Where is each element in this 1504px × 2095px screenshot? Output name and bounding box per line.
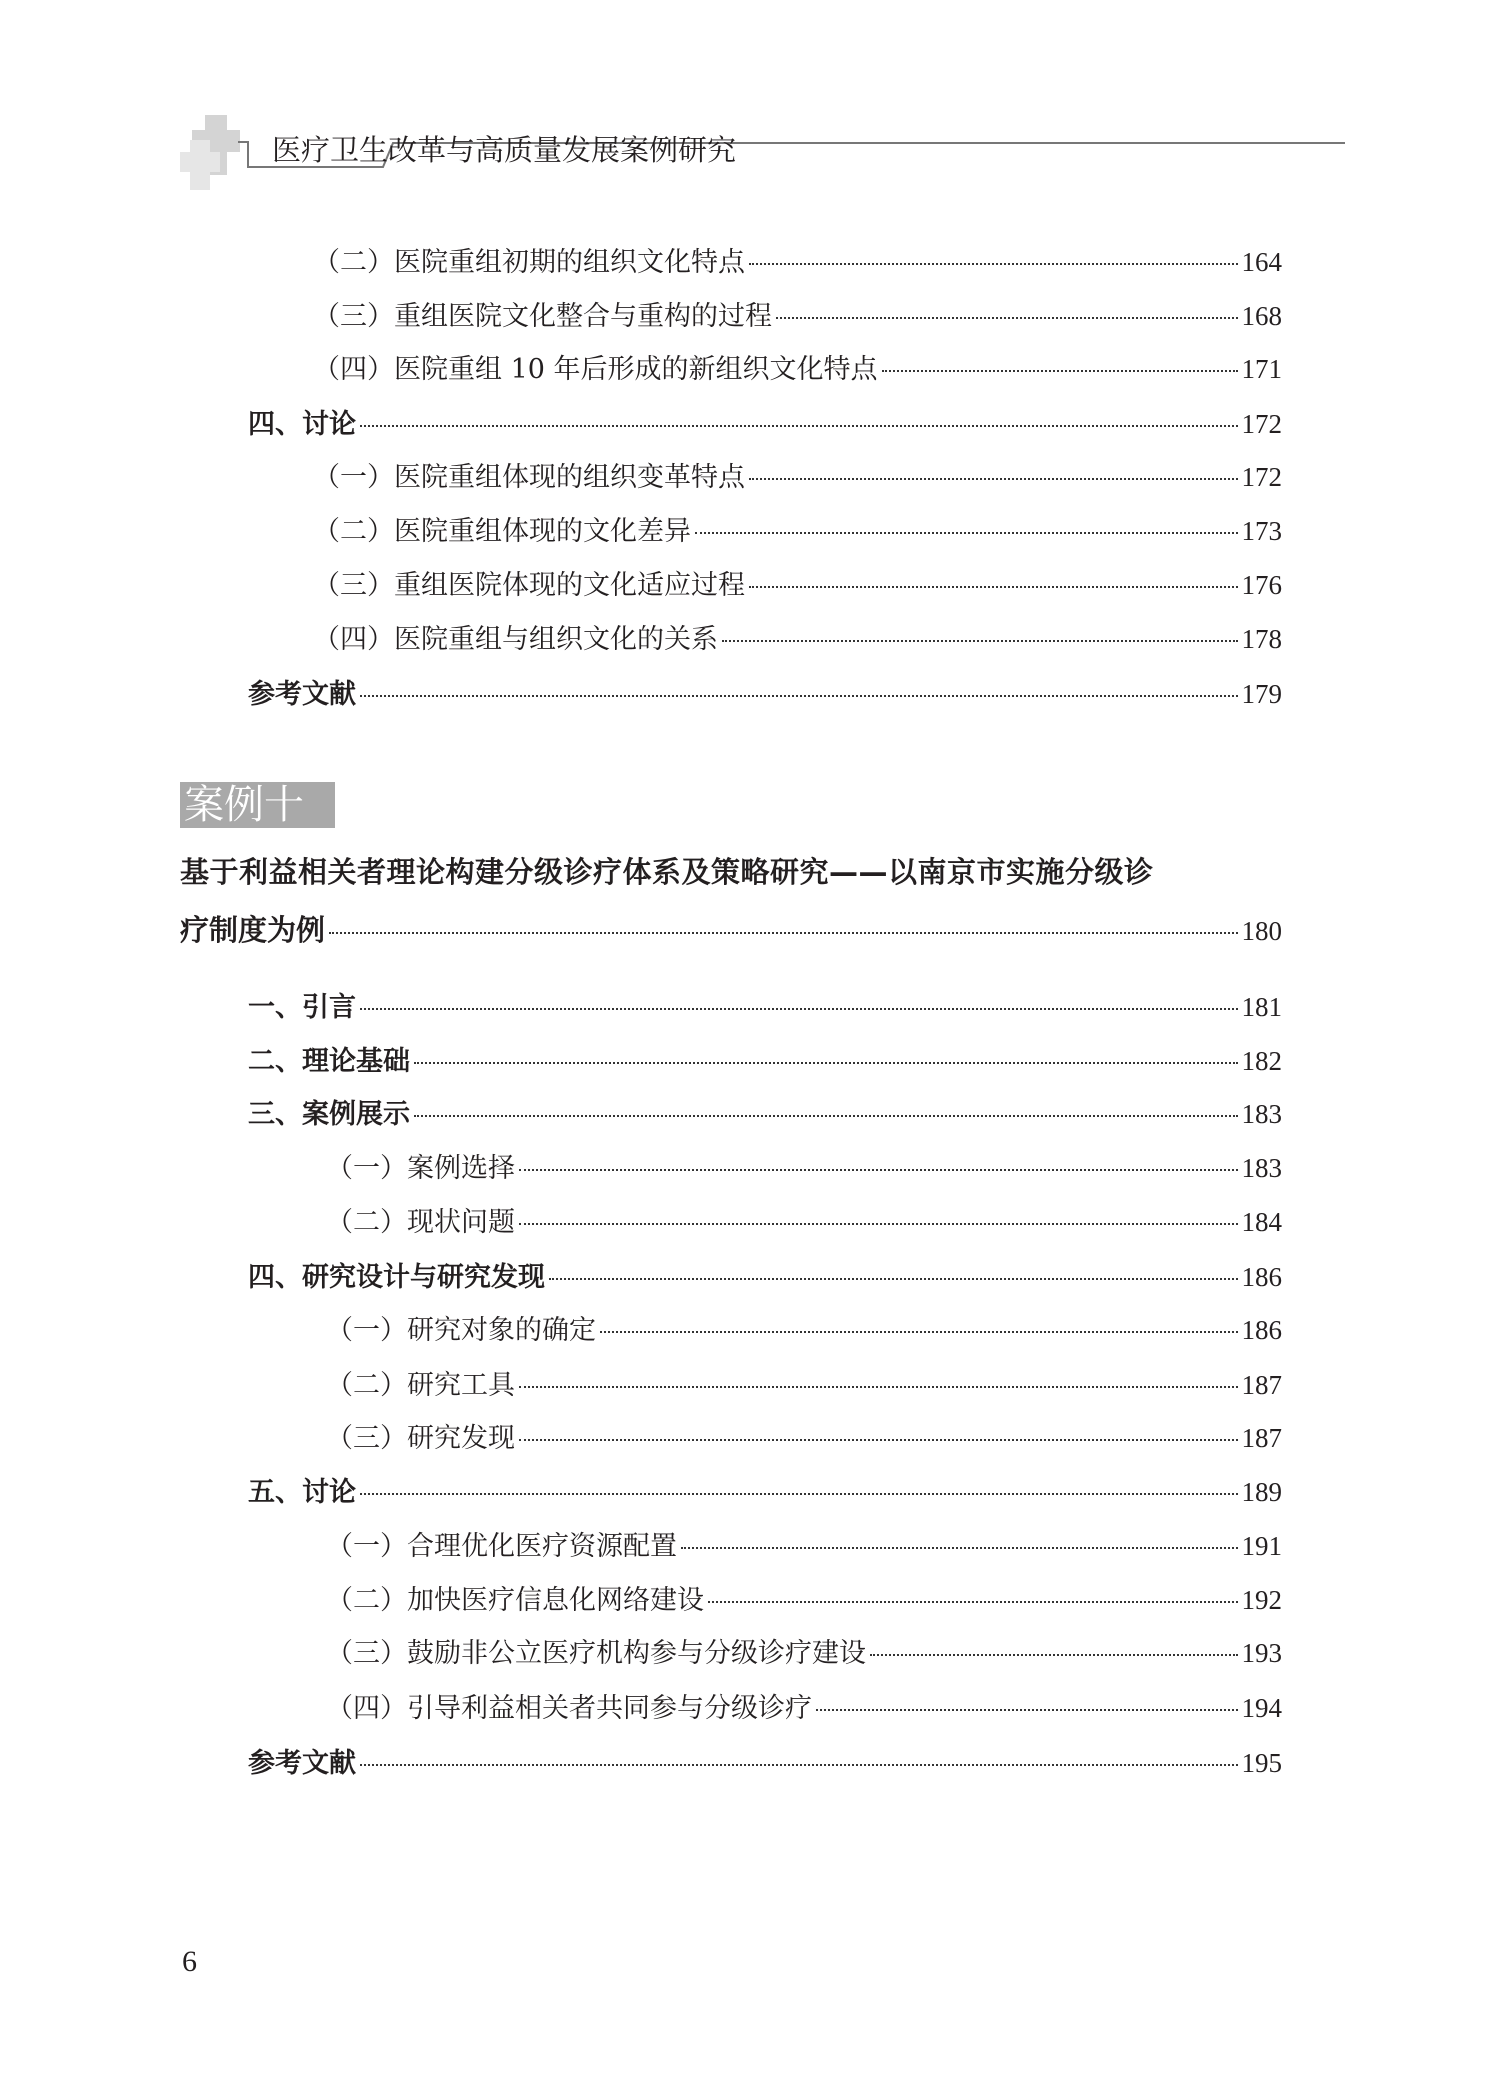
toc-entry[interactable] <box>313 617 1282 657</box>
toc-entry-label: （四）引导利益相关者共同参与分级诊疗 <box>326 1693 812 1724</box>
toc-entry[interactable] <box>326 1308 1282 1348</box>
toc-entry[interactable] <box>326 1146 1282 1186</box>
dot-leader <box>414 1062 1238 1064</box>
toc-entry-page: 179 <box>1241 679 1282 709</box>
toc-entry-page: 171 <box>1241 354 1282 384</box>
toc-entry-label: （三）重组医院文化整合与重构的过程 <box>313 301 772 332</box>
toc-entry[interactable] <box>313 509 1282 549</box>
toc-entry-label: （一）合理优化医疗资源配置 <box>326 1531 677 1562</box>
toc-entry-page: 172 <box>1241 409 1282 439</box>
toc-entry[interactable] <box>326 1686 1282 1726</box>
toc-entry[interactable] <box>326 1631 1282 1671</box>
dot-leader <box>749 478 1238 480</box>
toc-entry[interactable] <box>326 1416 1282 1456</box>
toc-entry-page: 186 <box>1241 1262 1282 1292</box>
toc-entry-label: （四）医院重组 10 年后形成的新组织文化特点 <box>313 354 878 385</box>
toc-entry-page: 194 <box>1241 1693 1282 1723</box>
toc-entry-page: 178 <box>1241 624 1282 654</box>
case-title-line1[interactable]: 基于利益相关者理论构建分级诊疗体系及策略研究——以南京市实施分级诊 <box>180 855 1154 889</box>
toc-entry-label: （一）研究对象的确定 <box>326 1315 596 1346</box>
toc-entry-page: 164 <box>1241 247 1282 277</box>
toc-entry-page: 189 <box>1241 1477 1282 1507</box>
toc-entry-label: （三）研究发现 <box>326 1423 515 1454</box>
toc-entry[interactable] <box>326 1363 1282 1403</box>
toc-entry-page: 193 <box>1241 1638 1282 1668</box>
dot-leader <box>519 1169 1238 1171</box>
toc-entry-label: （三）鼓励非公立医疗机构参与分级诊疗建设 <box>326 1638 866 1669</box>
toc-entry-label: （二）加快医疗信息化网络建设 <box>326 1585 704 1616</box>
case-title-line2: 疗制度为例 <box>180 913 326 947</box>
toc-entry-page: 192 <box>1241 1585 1282 1615</box>
dot-leader <box>600 1331 1238 1333</box>
page-number: 180 <box>1241 916 1282 946</box>
toc-entry-label: 五、讨论 <box>248 1477 356 1508</box>
dot-leader <box>749 586 1238 588</box>
toc-entry-page: 187 <box>1241 1423 1282 1453</box>
toc-entry-label: （一）案例选择 <box>326 1153 515 1184</box>
toc-entry-label: 参考文献 <box>248 679 356 710</box>
toc-entry-page: 182 <box>1241 1046 1282 1076</box>
toc-entry-label: （二）医院重组初期的组织文化特点 <box>313 247 745 278</box>
toc-entry[interactable] <box>248 402 1282 442</box>
toc-entry-page: 183 <box>1241 1099 1282 1129</box>
dot-leader <box>519 1386 1238 1388</box>
toc-entry-page: 176 <box>1241 570 1282 600</box>
dot-leader <box>360 425 1238 427</box>
dot-leader <box>681 1547 1238 1549</box>
toc-entry-page: 173 <box>1241 516 1282 546</box>
toc-entry[interactable] <box>326 1200 1282 1240</box>
dot-leader <box>360 1493 1238 1495</box>
toc-entry[interactable] <box>248 1741 1282 1781</box>
dot-leader <box>695 532 1238 534</box>
toc-entry[interactable] <box>313 240 1282 280</box>
dot-leader <box>708 1601 1238 1603</box>
toc-entry[interactable] <box>248 1255 1282 1295</box>
dot-leader <box>519 1439 1238 1441</box>
toc-entry[interactable] <box>248 1470 1282 1510</box>
dot-leader <box>360 1008 1238 1010</box>
dot-leader <box>776 317 1238 319</box>
toc-entry[interactable] <box>248 672 1282 712</box>
toc-entry[interactable] <box>248 985 1282 1025</box>
toc-entry-page: 168 <box>1241 301 1282 331</box>
toc-entry-page: 186 <box>1241 1315 1282 1345</box>
dot-leader <box>882 370 1238 372</box>
toc-entry-label: 四、研究设计与研究发现 <box>248 1262 545 1293</box>
toc-entry-label: （三）重组医院体现的文化适应过程 <box>313 570 745 601</box>
toc-entry-label: （二）现状问题 <box>326 1207 515 1238</box>
toc-entry-label: 一、引言 <box>248 992 356 1023</box>
running-header <box>0 0 1504 200</box>
dot-leader <box>816 1709 1238 1711</box>
dot-leader <box>519 1223 1238 1225</box>
toc-entry[interactable] <box>313 563 1282 603</box>
toc-entry-page: 183 <box>1241 1153 1282 1183</box>
toc-entry-label: （二）研究工具 <box>326 1370 515 1401</box>
toc-entry-label: 三、案例展示 <box>248 1099 410 1130</box>
toc-entry[interactable] <box>313 294 1282 334</box>
toc-entry-page: 172 <box>1241 462 1282 492</box>
dot-leader <box>329 932 1237 934</box>
toc-entry[interactable] <box>248 1039 1282 1079</box>
toc-entry-case-title[interactable] <box>180 908 1282 948</box>
case-badge: 案例十 <box>180 782 335 828</box>
toc-entry-label: 四、讨论 <box>248 409 356 440</box>
toc-entry-label: 二、理论基础 <box>248 1046 410 1077</box>
dot-leader <box>722 640 1238 642</box>
page-number-footer: 6 <box>182 1945 197 1978</box>
toc-entry-page: 191 <box>1241 1531 1282 1561</box>
toc-entry-page: 184 <box>1241 1207 1282 1237</box>
toc-entry-label: （四）医院重组与组织文化的关系 <box>313 624 718 655</box>
dot-leader <box>549 1278 1238 1280</box>
dot-leader <box>870 1654 1238 1656</box>
toc-entry[interactable] <box>326 1578 1282 1618</box>
toc-entry-label: （一）医院重组体现的组织变革特点 <box>313 462 745 493</box>
toc-entry-label: 参考文献 <box>248 1748 356 1779</box>
dot-leader <box>414 1115 1238 1117</box>
toc-entry[interactable] <box>313 455 1282 495</box>
toc-entry-page: 195 <box>1241 1748 1282 1778</box>
toc-entry[interactable] <box>248 1092 1282 1132</box>
dot-leader <box>749 263 1238 265</box>
toc-entry-page: 181 <box>1241 992 1282 1022</box>
dot-leader <box>360 1764 1238 1766</box>
toc-entry[interactable] <box>326 1524 1282 1564</box>
dot-leader <box>360 695 1238 697</box>
book-title: 医疗卫生改革与高质量发展案例研究 <box>272 133 737 167</box>
header-cross-logo-icon <box>0 0 1504 200</box>
toc-entry-page: 187 <box>1241 1370 1282 1400</box>
toc-entry[interactable] <box>313 347 1282 387</box>
toc-entry-label: （二）医院重组体现的文化差异 <box>313 516 691 547</box>
